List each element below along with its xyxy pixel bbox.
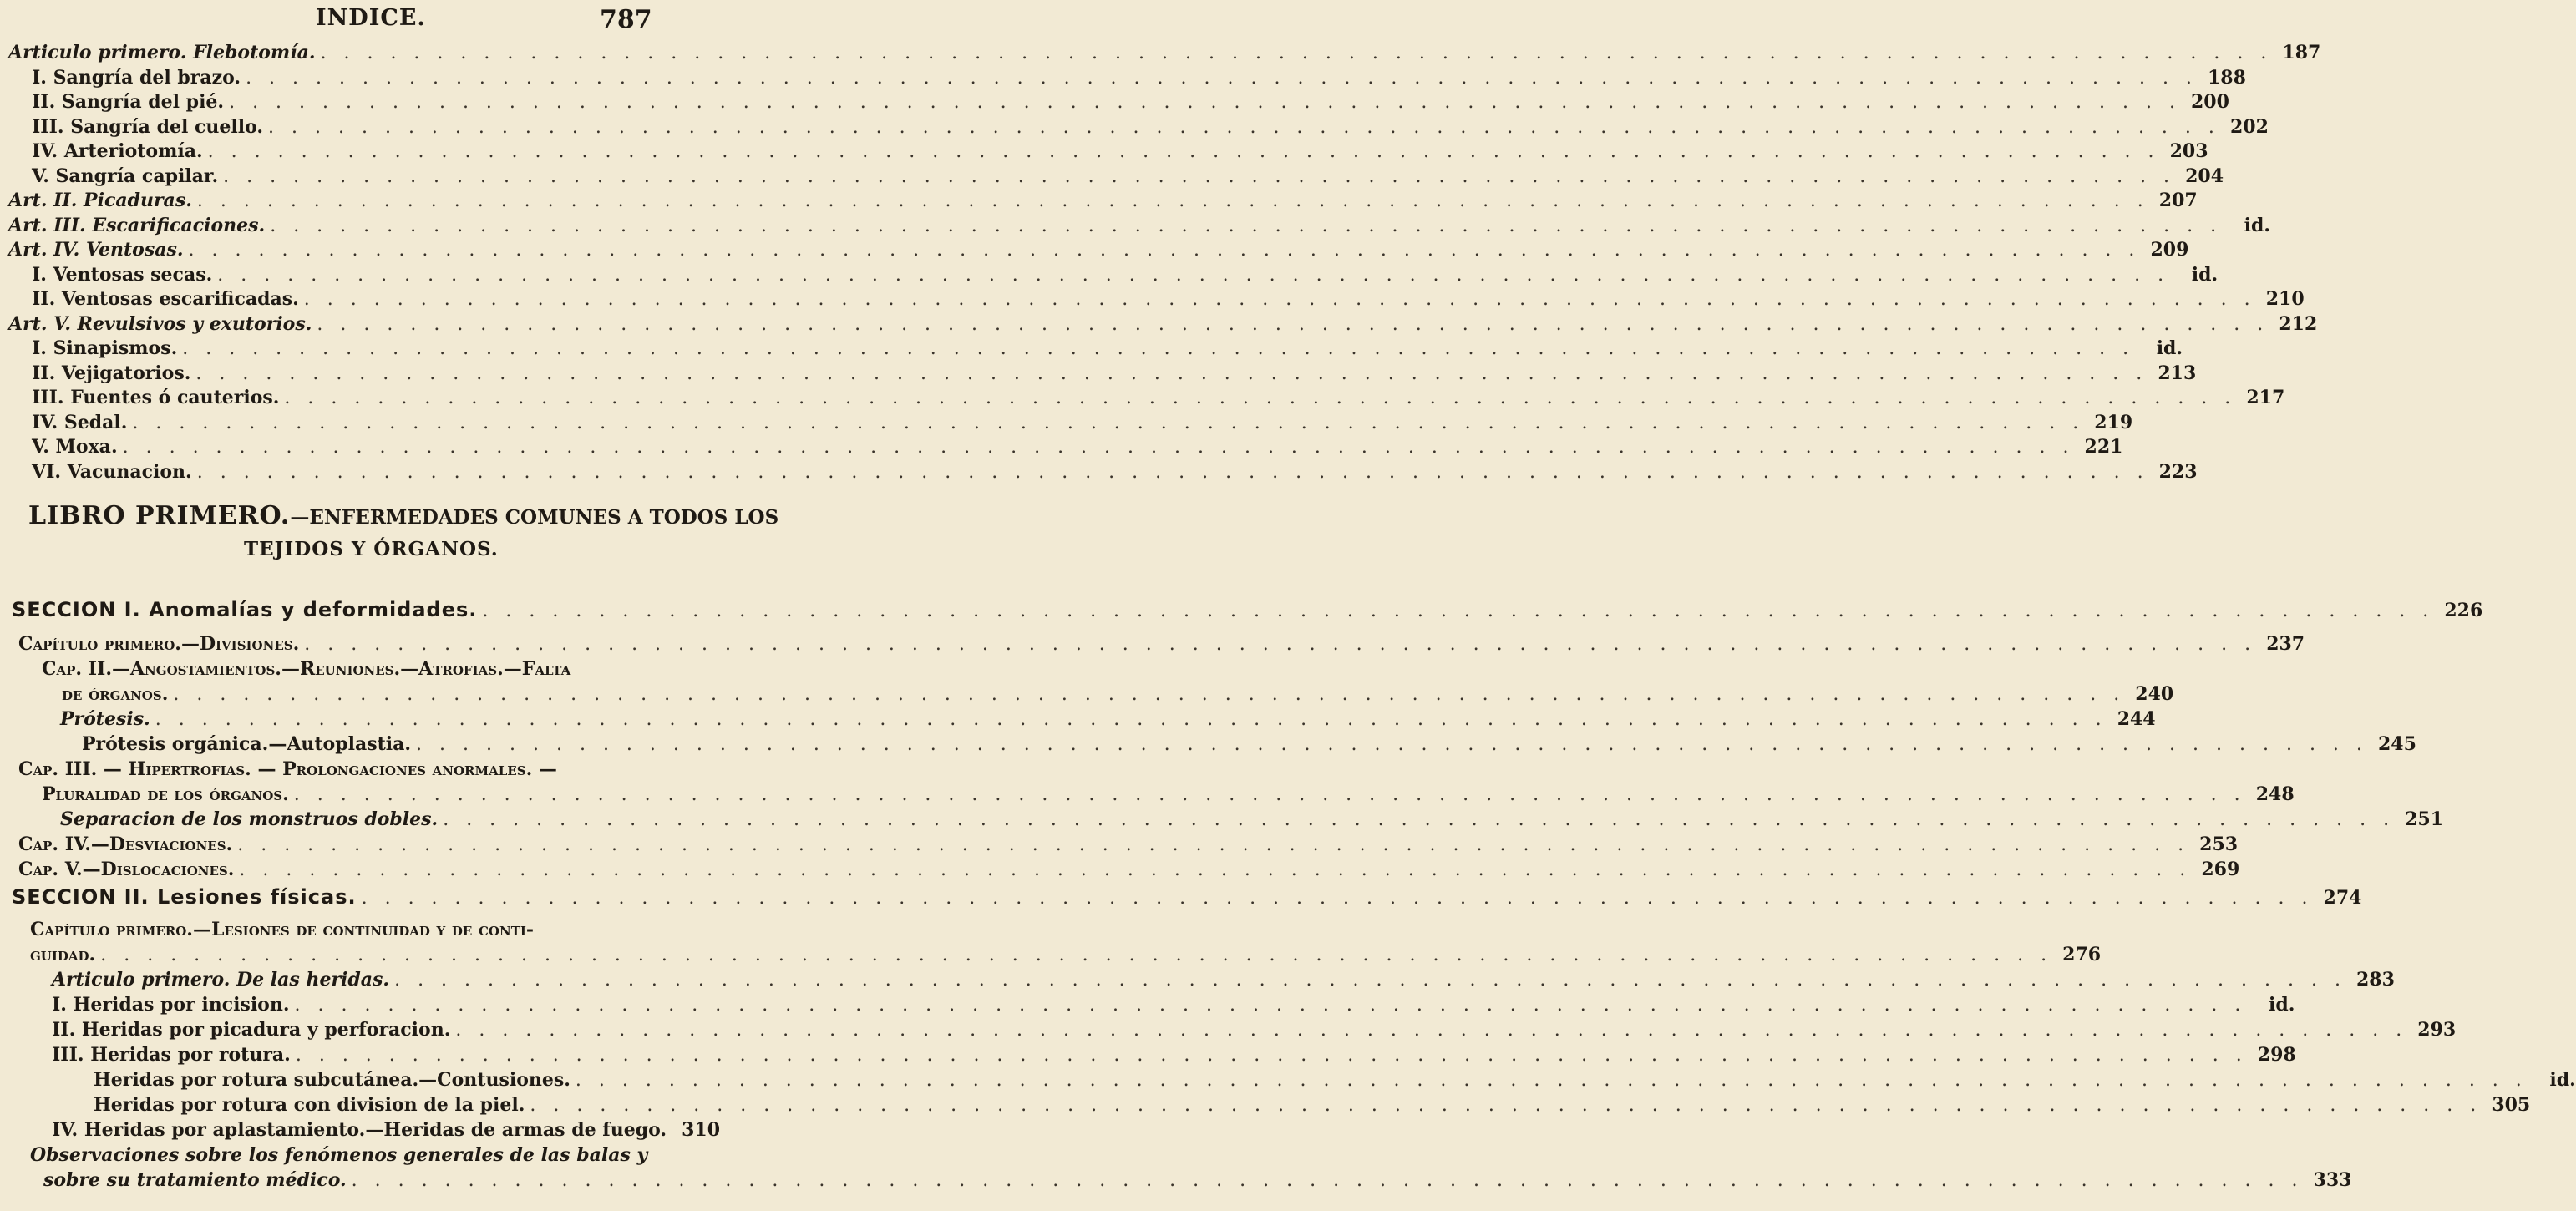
index-entry	[0, 411, 2133, 437]
index-entry	[0, 808, 2444, 834]
index-entry	[0, 919, 668, 944]
entry-page: 207	[2158, 190, 2198, 211]
index-entry	[0, 460, 2198, 486]
leader-dots	[284, 388, 2236, 408]
leader-dots	[394, 970, 2346, 991]
index-entry	[0, 288, 2305, 313]
index-entry	[0, 312, 2318, 338]
index-entry	[0, 337, 2183, 362]
entry-label: Observaciones sobre los fenómenos generales de las balas y	[30, 1144, 648, 1166]
entry-label: II. Vejigatorios.	[32, 362, 191, 384]
index-entry	[0, 140, 2208, 165]
index-entry	[0, 362, 2197, 388]
section-2-entries	[0, 919, 2576, 1194]
index-entry	[0, 708, 2156, 733]
leader-dots	[100, 945, 2052, 965]
leader-dots	[197, 462, 2149, 483]
entry-page: 217	[2246, 387, 2285, 408]
entry-label: VI. Vacunacion.	[32, 460, 192, 483]
entry-label: Separacion de los monstruos dobles.	[60, 808, 439, 830]
seccion-2-row	[0, 885, 2362, 910]
leader-dots	[482, 600, 2434, 621]
entry-page: 298	[2257, 1044, 2296, 1066]
leader-dots	[455, 1020, 2407, 1041]
index-entry	[0, 91, 2229, 116]
entry-label: V. Sangría capilar.	[32, 165, 219, 187]
leader-dots	[195, 363, 2148, 384]
leader-dots	[295, 995, 2247, 1016]
entry-page: 293	[2417, 1019, 2457, 1041]
entry-label: Capítulo primero.—Divisiones.	[18, 633, 300, 655]
entry-page: 209	[2150, 239, 2189, 261]
entry-label: Art. V. Revulsivos y exutorios.	[8, 312, 312, 335]
entry-label: Art. IV. Ventosas.	[8, 239, 184, 261]
index-entry	[0, 1019, 2457, 1044]
libro-subtitle-b: TEJIDOS Y ÓRGANOS.	[244, 538, 499, 560]
leader-dots	[237, 834, 2189, 855]
entry-page: 188	[2207, 66, 2246, 89]
entry-label: I. Ventosas secas.	[32, 263, 213, 286]
entry-label: guidad.	[30, 944, 96, 965]
entry-label: Cap. II.—Angostamientos.—Reuniones.—Atrofias.—Falta	[42, 658, 571, 680]
index-entry	[0, 115, 2269, 141]
entry-page: 244	[2117, 708, 2156, 730]
entry-label: sobre su tratamiento médico.	[43, 1169, 347, 1191]
entry-label: I. Heridas por incision.	[52, 994, 290, 1016]
entry-label: II. Ventosas escarificadas.	[32, 288, 299, 310]
entry-page: id.	[2549, 1069, 2576, 1091]
index-entry	[0, 387, 2285, 412]
entry-label: III. Fuentes ó cauterios.	[32, 387, 280, 408]
entry-page: 203	[2169, 140, 2208, 162]
leader-dots	[123, 437, 2075, 458]
index-entry	[0, 66, 2246, 92]
entry-page: 204	[2185, 165, 2224, 187]
leader-dots	[189, 240, 2141, 261]
leader-dots	[317, 314, 2269, 335]
entry-label: Art. III. Escarificaciones.	[8, 214, 266, 236]
top-entries	[0, 42, 2321, 485]
entry-page: 240	[2135, 683, 2174, 705]
leader-dots	[296, 1045, 2248, 1066]
entry-page: 253	[2199, 834, 2239, 855]
leader-dots	[246, 68, 2198, 89]
running-head-title: INDICE.	[316, 5, 426, 31]
entry-page: 276	[2062, 944, 2102, 965]
entry-label: de órganos.	[62, 683, 169, 705]
index-entry	[0, 1119, 721, 1144]
entry-page: id.	[2156, 337, 2183, 359]
page-number: 787	[600, 5, 652, 34]
entry-label: IV. Sedal.	[32, 411, 128, 433]
index-entry	[0, 994, 2295, 1019]
entry-page: 187	[2282, 42, 2321, 63]
entry-page: 251	[2405, 808, 2444, 830]
seccion-2-label: SECCION II. Lesiones físicas.	[12, 885, 357, 909]
entry-label: Pluralidad de los órganos.	[42, 783, 289, 805]
leader-dots	[530, 1095, 2482, 1116]
leader-dots	[197, 190, 2149, 211]
seccion-1-label: SECCION I. Anomalías y deformidades.	[12, 598, 478, 621]
entry-page: 221	[2084, 436, 2123, 458]
entry-label: V. Moxa.	[32, 436, 118, 458]
running-head	[0, 5, 668, 38]
seccion-1-heading	[0, 598, 2483, 623]
entry-label: Capítulo primero.—Lesiones de continuidad y de conti-	[30, 919, 535, 940]
leader-dots	[182, 338, 2134, 359]
leader-dots	[208, 141, 2160, 162]
entry-label: Prótesis.	[60, 708, 150, 730]
index-entry	[0, 683, 2174, 708]
entry-page: id.	[2244, 214, 2271, 236]
libro-heading	[0, 501, 779, 576]
index-entry	[0, 658, 668, 683]
libro-subtitle-a: —ENFERMEDADES COMUNES A TODOS LOS	[290, 506, 779, 529]
libro-title: LIBRO PRIMERO.	[28, 501, 291, 530]
index-entry	[0, 214, 2271, 240]
entry-page: 212	[2279, 312, 2318, 335]
entry-label: I. Sinapismos.	[32, 337, 178, 359]
index-entry	[0, 239, 2189, 264]
index-entry	[0, 733, 2416, 758]
index-entry	[0, 859, 2240, 884]
entry-page: 219	[2094, 411, 2133, 433]
leader-dots	[217, 265, 2169, 286]
seccion-1-row	[0, 598, 2483, 623]
entry-label: Cap. III. — Hipertrofias. — Prolongaciones anormales. —	[18, 758, 557, 780]
leader-dots	[576, 1070, 2528, 1091]
entry-label: IV. Arteriotomía.	[32, 140, 203, 162]
entry-page: 223	[2158, 460, 2198, 483]
leader-dots	[239, 859, 2191, 880]
entry-page: 213	[2158, 362, 2197, 384]
index-entry	[0, 969, 2395, 994]
entry-page: 310	[682, 1119, 721, 1141]
section-1-entries	[0, 633, 2444, 884]
entry-page: 333	[2313, 1169, 2352, 1191]
entry-label: II. Heridas por picadura y perforacion.	[52, 1019, 451, 1041]
leader-dots	[268, 117, 2220, 138]
index-entry	[0, 1044, 2296, 1069]
leader-dots	[223, 166, 2175, 187]
leader-dots	[132, 413, 2084, 433]
entry-label: III. Heridas por rotura.	[52, 1044, 291, 1066]
index-entry	[0, 165, 2224, 190]
leader-dots	[173, 684, 2125, 705]
entry-label: Heridas por rotura con division de la piel.	[94, 1094, 525, 1116]
entry-label: I. Sangría del brazo.	[32, 66, 241, 89]
leader-dots	[320, 43, 2272, 63]
entry-page: id.	[2268, 994, 2295, 1016]
leader-dots	[155, 709, 2107, 730]
entry-page: 305	[2492, 1094, 2531, 1116]
leader-dots	[229, 92, 2181, 113]
entry-page: 200	[2191, 91, 2229, 113]
entry-label: IV. Heridas por aplastamiento.—Heridas de armas de fuego.	[52, 1119, 667, 1141]
index-entry	[0, 42, 2321, 67]
leader-dots	[416, 734, 2368, 755]
leader-dots	[362, 888, 2314, 909]
index-entry	[0, 633, 2305, 658]
index-entry	[0, 944, 2102, 969]
entry-page: 237	[2266, 633, 2305, 655]
entry-label: Articulo primero. Flebotomía.	[8, 42, 316, 63]
index-entry	[0, 263, 2219, 289]
index-entry	[0, 1069, 2576, 1094]
seccion-2-page: 274	[2323, 887, 2362, 909]
entry-label: Articulo primero. De las heridas.	[52, 969, 390, 991]
index-entry	[0, 1144, 668, 1169]
entry-label: II. Sangría del pié.	[32, 91, 225, 113]
leader-dots	[304, 634, 2256, 655]
leader-dots	[294, 784, 2246, 805]
entry-label: Art. II. Picaduras.	[8, 190, 192, 211]
entry-page: 283	[2356, 969, 2395, 991]
seccion-1-page: 226	[2444, 600, 2483, 621]
entry-page: 248	[2255, 783, 2295, 805]
entry-label: Heridas por rotura subcutánea.—Contusiones.	[94, 1069, 570, 1091]
entry-label: Prótesis orgánica.—Autoplastia.	[82, 733, 412, 755]
entry-page: 245	[2377, 733, 2416, 755]
leader-dots	[270, 215, 2222, 236]
entry-label: Cap. V.—Dislocaciones.	[18, 859, 235, 880]
index-entry	[0, 190, 2198, 215]
index-entry	[0, 783, 2295, 808]
entry-page: 202	[2229, 115, 2269, 138]
entry-page: 210	[2265, 288, 2305, 310]
entry-page: 269	[2201, 859, 2240, 880]
entry-page: id.	[2191, 263, 2219, 286]
leader-dots	[443, 809, 2395, 830]
entry-label: III. Sangría del cuello.	[32, 115, 264, 138]
index-entry	[0, 436, 2123, 461]
leader-dots	[304, 289, 2256, 310]
index-entry	[0, 1094, 2531, 1119]
leader-dots	[352, 1170, 2304, 1191]
seccion-2-heading	[0, 885, 2362, 910]
index-entry	[0, 834, 2239, 859]
index-entry	[0, 758, 668, 783]
entry-label: Cap. IV.—Desviaciones.	[18, 834, 233, 855]
index-entry	[0, 1169, 2352, 1194]
